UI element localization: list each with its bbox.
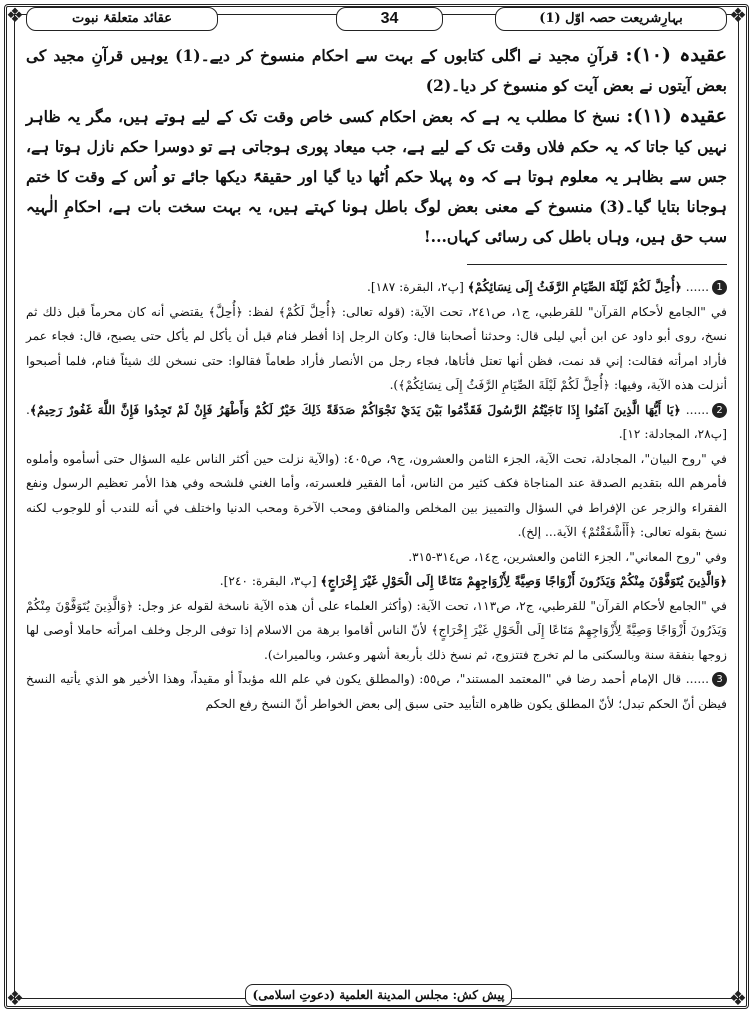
- page-header: [26, 7, 727, 31]
- aqeedah-heading: عقیدہ (۱۱):: [626, 105, 727, 127]
- footnotes: [26, 275, 727, 716]
- page-content: [26, 40, 727, 983]
- chapter-title: عقائد متعلقۂ نبوت: [26, 7, 218, 31]
- corner-ornament-icon: ❖: [729, 986, 747, 1010]
- book-title: بہارِشریعت حصہ اوّل (1): [495, 7, 727, 31]
- footnote-1: 1...... ﴿أُحِلَّ لَكُمْ لَيْلَةَ الصِّيَامِ الرَّفَثُ إِلَى نِسَائِكُمْ﴾ [پ۲، البقرة: ۱۸۷].: [26, 275, 727, 300]
- footnote-2-ref: وفي "روح المعاني"، الجزء الثامن والعشرين، ج١٤، ص٣١٤-٣١٥.: [408, 549, 727, 564]
- page-number: 34: [336, 7, 443, 31]
- publisher-footer: پیش کش: مجلس المدينة العلمية (دعوتِ اسلامی): [245, 984, 512, 1006]
- footnote-number: 3: [712, 672, 727, 687]
- verse-reference: [پ۳، البقرة: ۲٤۰].: [219, 574, 321, 588]
- paragraph-aqeedah-10: [26, 40, 727, 101]
- verse-reference: [پ۲، البقرة: ۱۸۷].: [366, 280, 468, 294]
- corner-ornament-icon: ❖: [729, 3, 747, 27]
- quran-verse: ﴿يَا أَيُّهَا الَّذِينَ آمَنُوا إِذَا نَاجَيْتُمُ الرَّسُولَ فَقَدِّمُوا بَيْنَ يَدَيْ نَجْوَاكُمْ صَدَقَةً ذَلِكَ خَيْرٌ لَكُمْ وَأَطْهَرُ فَإِنْ لَمْ تَجِدُوا فَإِنَّ اللَّهَ غَفُورٌ رَحِيمٌ﴾: [29, 402, 681, 417]
- footnote-1-body: في "الجامع لأحكام القرآن" للقرطبي، ج۱، ص۲٤۱، تحت الآية: (قوله تعالى: ﴿أُحِلَّ لَكُمْ﴾ لفظ: ﴿أُحِلَّ﴾ يقتضي أنه كان محرماً قبل ذلك ثم نسخ، روى أبو داود عن ابن أبي ليلى قال: وحدثنا أصحابنا قال: وكان الرجل إذا أفطر فنام قبل أن يأكل لم يأكل حتى يصبح، قال: فجاء عمر فأراد امرأته فقالت: إني قد نمت، فظن أنها تعتل فأتاها، فجاء رجل من الأنصار فأراد طعاماً فقالوا: حتى نسخن لك شيئاً فنام، فلما أصبحوا أنزلت هذه الآية، وفيها: ﴿أُحِلَّ لَكُمْ لَيْلَةَ الصِّيَامِ الرَّفَثُ إِلَى نِسَائِكُمْ﴾).: [26, 304, 727, 392]
- paragraph-aqeedah-11: [26, 101, 727, 252]
- corner-ornament-icon: ❖: [6, 3, 24, 27]
- verse-reference: . [پ۲۸، المجادلة: ۱۲].: [26, 402, 727, 441]
- footnote-2-commentary: في "الجامع لأحكام القرآن" للقرطبي، ج۲، ص۱۱۳، تحت الآية: (وأكثر العلماء على أن هذه الآية ناسخة لقوله عز وجل: ﴿وَالَّذِينَ يُتَوَفَّوْنَ مِنْكُمْ وَيَذَرُونَ أَزْوَاجًا وَصِيَّةً لِأَزْوَاجِهِمْ مَتَاعًا إِلَى الْحَوْلِ غَيْرَ إِخْرَاجٍ﴾ لأنّ الناس أقاموا برهة من الاسلام إذا توفى الرجل وخلف امرأته حاملا أوصى لها زوجها بنفقة سنة وبالسكنى ما لم تخرج فتتزوج، ثم نسخ ذلك بأربعة أشهر وعشر، وبالميراث).: [26, 598, 727, 662]
- footnote-separator: [467, 264, 727, 265]
- quran-verse: ﴿أُحِلَّ لَكُمْ لَيْلَةَ الصِّيَامِ الرَّفَثُ إِلَى نِسَائِكُمْ﴾: [467, 280, 682, 294]
- footnote-2: 2...... ﴿يَا أَيُّهَا الَّذِينَ آمَنُوا إِذَا نَاجَيْتُمُ الرَّسُولَ فَقَدِّمُوا بَيْنَ يَدَيْ نَجْوَاكُمْ صَدَقَةً ذَلِكَ خَيْرٌ لَكُمْ وَأَطْهَرُ فَإِنْ لَمْ تَجِدُوا فَإِنَّ اللَّهَ غَفُورٌ رَحِيمٌ﴾. [پ۲۸، المجادلة: ۱۲].: [26, 402, 727, 441]
- footnote-3: 3...... قال الإمام أحمد رضا في "المعتمد المستند"، ص٥٥: (والمطلق يكون في علم الله مؤبداً أو مقيداً، وهذا الأخير هو الذي يأتيه النسخ فيظن أنّ الحكم تبدل؛ لأنّ المطلق يكون ظاهره التأبيد حتى سبق إلى بعض الخواطر أنّ النسخ رفع الحكم: [26, 672, 727, 711]
- footnote-text: قال الإمام أحمد رضا في "المعتمد المستند"، ص٥٥: (والمطلق يكون في علم الله مؤبداً أو مقيداً، وهذا الأخير هو الذي يأتيه النسخ فيظن أنّ الحكم تبدل؛ لأنّ المطلق يكون ظاهره التأبيد حتى سبق إلى بعض الخواطر أنّ النسخ رفع الحكم: [26, 672, 727, 711]
- aqeedah-heading: عقیدہ (۱۰):: [625, 44, 727, 66]
- footnote-number: 1: [712, 280, 727, 295]
- footnote-number: 2: [712, 403, 727, 418]
- paragraph-text: نسخ کا مطلب یہ ہے کہ بعض احکام کسی خاص وقت تک کے لیے ہوتے ہیں، مگر یہ ظاہر نہیں کیا جاتا کہ یہ حکم فلاں وقت تک کے لیے ہے، جب میعاد پوری ہوجاتی ہے تو دوسرا حکم نازل ہوتا ہے، جس سے بظاہر یہ معلوم ہوتا ہے کہ وہ پہلا حکم اُٹھا دیا گیا اور حقیقۃً دیکھا جائے تو اُس کے وقت کا ختم ہوجانا بتایا گیا۔(3) منسوخ کے معنی بعض لوگ باطل ہونا کہتے ہیں، یہ بہت سخت بات ہے، احکامِ الٰہیہ سب حق ہیں، وہاں باطل کی رسائی کہاں...!: [26, 107, 728, 246]
- footnote-2-verse: [26, 569, 727, 594]
- quran-verse: ﴿وَالَّذِينَ يُتَوَفَّوْنَ مِنْكُمْ وَيَذَرُونَ أَزْوَاجًا وَصِيَّةً لِأَزْوَاجِهِمْ مَتَاعًا إِلَى الْحَوْلِ غَيْرَ إِخْرَاجٍ﴾: [320, 574, 727, 588]
- main-text: [26, 40, 727, 252]
- footnote-2-body: في "روح البيان"، المجادلة، تحت الآية، الجزء الثامن والعشرون، ج۹، ص٤۰٥: (والآية نزلت حين أكثر الناس عليه السؤال حتى أسأموه وأملوه فأمرهم الله بتقديم الصدقة عند المناجاة فكف كثير من الناس، أما الفقير فلعسرته، وأما الغني فلشحه وفي هذا الأمر تعظيم الرسول ونفع الفقراء والزجر عن الإفراط في السؤال والتمييز بين المخلص والمنافق ومحب الآخرة ومحب الدنيا واختلف في أنه للندب أو للوجوب لكنه نسخ بقوله تعالى: ﴿أَأَشْفَقْتُمْ﴾ الآية... إلخ).: [26, 451, 727, 539]
- paragraph-text: قرآنِ مجید نے اگلی کتابوں کے بہت سے احکام منسوخ کر دیے۔(1) یوہیں قرآنِ مجید کی بعض آیتوں نے بعض آیت کو منسوخ کر دیا۔(2): [26, 46, 727, 95]
- corner-ornament-icon: ❖: [6, 986, 24, 1010]
